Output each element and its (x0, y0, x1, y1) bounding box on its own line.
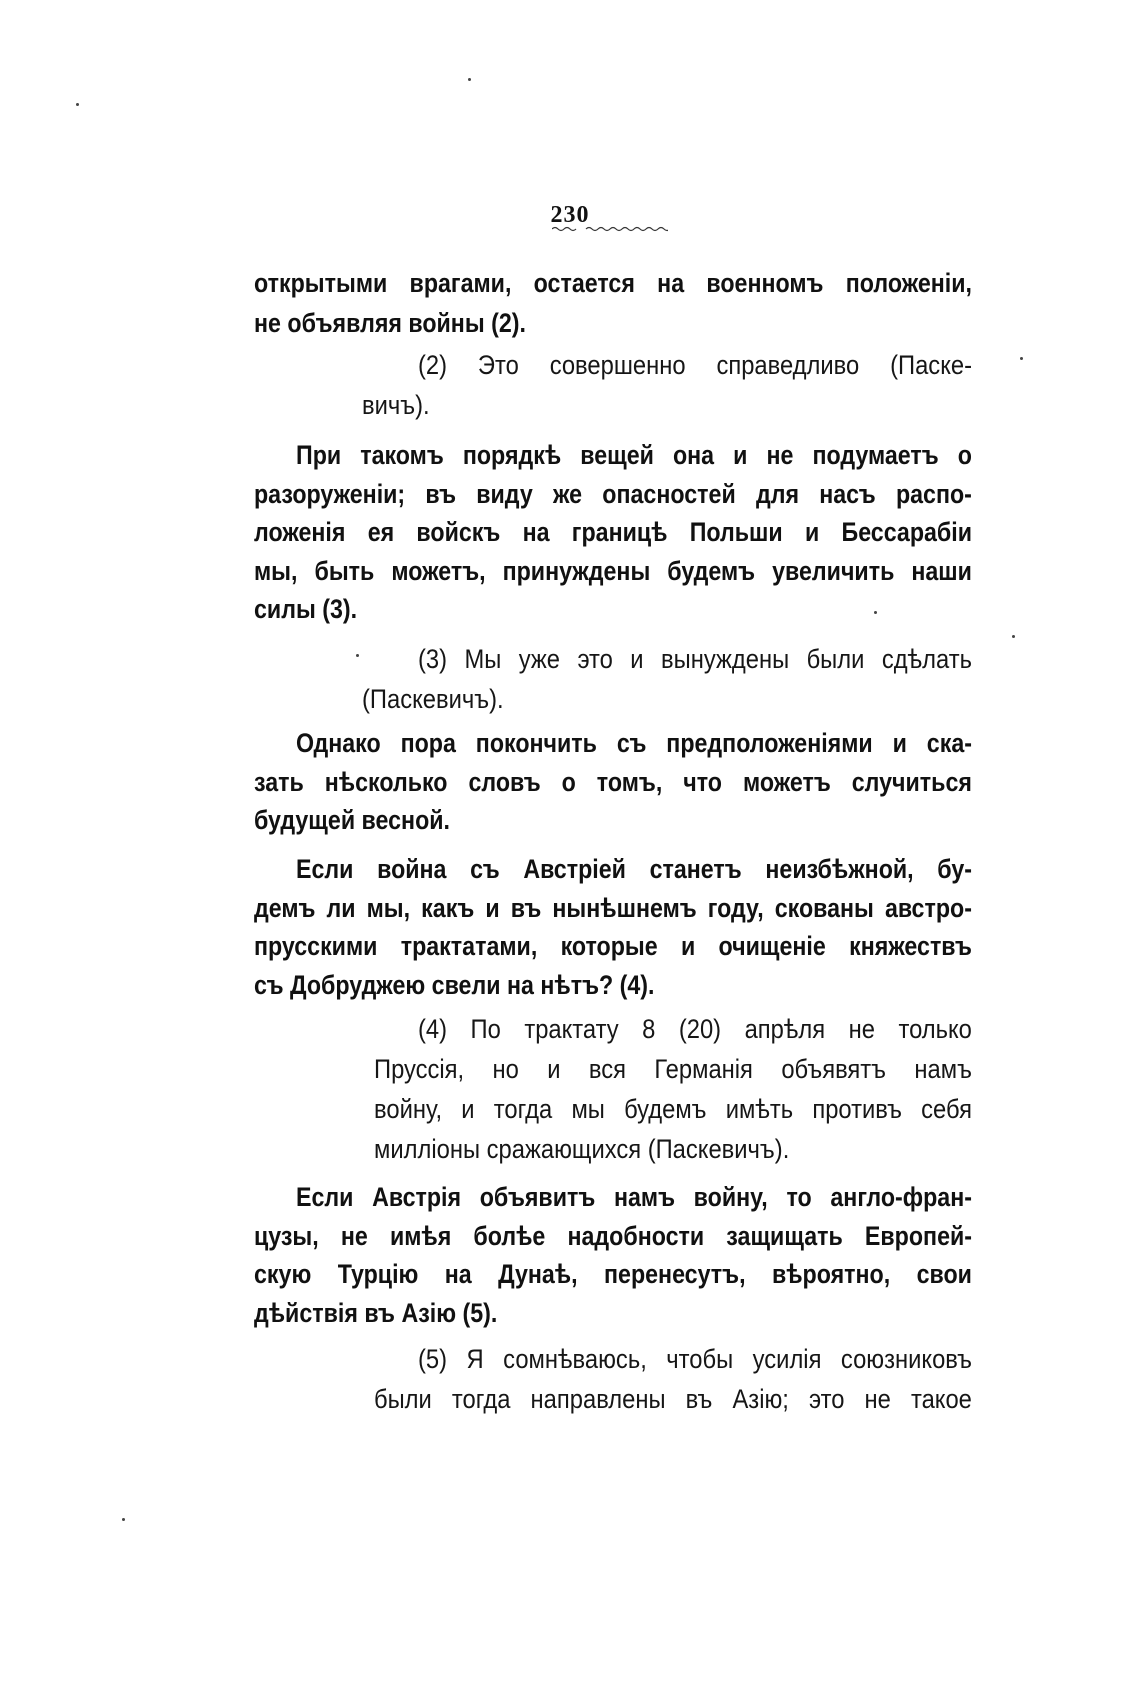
word: Мы (464, 644, 502, 674)
word: прусскими (254, 931, 378, 961)
word: трактатами, (400, 931, 538, 961)
word: будущей (254, 805, 356, 835)
text-line (254, 893, 972, 924)
word: были (806, 644, 865, 674)
word: Австріей (523, 854, 626, 884)
word: тогда (451, 1384, 511, 1414)
word: вынуждены (661, 644, 790, 674)
word: Я (466, 1344, 484, 1374)
word: свели (431, 969, 501, 1000)
word: можетъ, (391, 555, 486, 586)
text-line (254, 767, 972, 798)
text-line (296, 1182, 972, 1213)
word: и (892, 728, 907, 758)
word: и (733, 440, 748, 470)
word: границѣ (571, 517, 668, 547)
word: мы, (254, 555, 298, 586)
word: не (864, 1384, 891, 1414)
word: наши (911, 555, 972, 586)
word: милліоны (374, 1134, 481, 1164)
text-line (296, 440, 972, 471)
word: съ (470, 854, 500, 884)
word: Однако (296, 728, 381, 758)
footnote-line (374, 1134, 789, 1165)
word: силы (254, 594, 316, 624)
text-line (254, 594, 357, 625)
word: тогда (493, 1094, 553, 1124)
word: очищеніе (718, 931, 826, 961)
word: съ (616, 728, 647, 758)
word: случиться (851, 766, 972, 797)
word: союзниковъ (840, 1344, 972, 1374)
word: нынѣшнемъ (552, 892, 697, 923)
word: словъ (468, 766, 541, 797)
word: вичъ). (362, 390, 430, 420)
word: справедливо (716, 350, 860, 380)
word: надобности (567, 1220, 705, 1251)
text-line (254, 479, 972, 510)
word: чтобы (666, 1344, 734, 1374)
word: (4). (619, 969, 655, 1000)
word: вѣроятно, (771, 1259, 891, 1289)
word: себя (921, 1094, 972, 1124)
word: противъ (812, 1094, 902, 1124)
word: (Паскевичъ). (647, 1134, 790, 1164)
word: и (461, 1094, 475, 1124)
word: быть (314, 555, 375, 586)
word: будемъ (624, 1094, 707, 1124)
word: направлены (530, 1384, 666, 1414)
word: намъ (613, 1182, 676, 1212)
word: вещей (580, 440, 654, 470)
word: весной. (361, 805, 450, 835)
speck (122, 1518, 125, 1521)
word: (4) (418, 1014, 448, 1044)
word: въ (685, 1384, 713, 1414)
text-line (254, 1221, 972, 1252)
word: демъ (254, 892, 316, 923)
speck (356, 654, 359, 657)
word: для (755, 478, 799, 509)
text-line (254, 308, 526, 339)
word: болѣе (473, 1220, 546, 1251)
word: Турцію (337, 1259, 419, 1289)
word: увеличить (772, 555, 895, 586)
word: только (898, 1014, 972, 1044)
word: скованы (774, 892, 874, 923)
word: перенесутъ, (604, 1259, 746, 1289)
word: 8 (642, 1014, 656, 1044)
word: положеніи, (845, 268, 972, 298)
footnote-line (418, 350, 972, 381)
word: въ (364, 1297, 395, 1328)
word: (3). (322, 594, 358, 624)
word: станетъ (649, 854, 742, 884)
word: это (808, 1384, 845, 1414)
word: (5) (418, 1344, 448, 1374)
speck (1012, 635, 1015, 638)
word: открытыми (254, 268, 388, 298)
word: можетъ (742, 766, 831, 797)
word: не (340, 1220, 368, 1251)
word: (Паске- (890, 350, 972, 380)
word: Азію; (732, 1384, 789, 1414)
text-line (254, 268, 972, 299)
word: цузы, (254, 1220, 319, 1251)
text-line (254, 556, 972, 587)
word: и (485, 892, 500, 923)
word: войны (408, 308, 485, 338)
word: такомъ (360, 440, 444, 470)
footnote-line (374, 1384, 972, 1415)
word: нѣсколько (324, 766, 448, 797)
word: съ (254, 969, 284, 1000)
word: распо- (895, 478, 972, 509)
word: на (444, 1259, 472, 1289)
word: военномъ (706, 268, 824, 298)
word: Пруссія, (374, 1054, 465, 1084)
word: Бессарабіи (841, 517, 972, 547)
footnote-line (374, 1094, 972, 1125)
word: и (630, 644, 644, 674)
word: же (552, 478, 583, 509)
word: дѣйствія (254, 1297, 358, 1328)
word: Дунаѣ, (498, 1259, 578, 1289)
word: (2) (418, 350, 448, 380)
speck (76, 103, 79, 106)
word: ея (367, 517, 395, 547)
text-line (296, 728, 972, 759)
word: въ (425, 478, 457, 509)
word: то (786, 1182, 812, 1212)
word: опасностей (602, 478, 736, 509)
word: сражающихся (486, 1134, 642, 1164)
word: Это (477, 350, 519, 380)
text-line (254, 805, 450, 836)
word: (Паскевичъ). (362, 684, 504, 714)
word: уже (518, 644, 561, 674)
word: году, (707, 892, 764, 923)
page-number: 230 (550, 202, 590, 228)
word: мы, (366, 892, 411, 923)
word: (5). (462, 1297, 498, 1328)
footnote-line (418, 644, 972, 675)
word: ска- (926, 728, 972, 758)
page-number-ornament (552, 226, 668, 232)
word: Азію (401, 1297, 457, 1328)
speck (1020, 357, 1023, 360)
word: усилія (752, 1344, 822, 1374)
word: Австрія (372, 1182, 462, 1212)
speck (468, 78, 471, 81)
word: она (672, 440, 715, 470)
word: объявятъ (781, 1054, 887, 1084)
text-line (254, 1298, 497, 1329)
word: войскъ (416, 517, 501, 547)
word: (3) (418, 644, 448, 674)
word: были (374, 1384, 432, 1414)
word: сдѣлать (881, 644, 972, 674)
word: свои (916, 1259, 972, 1289)
word: княжествъ (849, 931, 972, 961)
speck (874, 611, 877, 614)
text-line (296, 854, 972, 885)
word: томъ, (596, 766, 663, 797)
word: въ (510, 892, 542, 923)
word: о (561, 766, 576, 797)
word: насъ (819, 478, 876, 509)
word: и (547, 1054, 561, 1084)
word: это (577, 644, 613, 674)
word: разоруженіи; (254, 478, 406, 509)
word: объявляя (287, 308, 402, 338)
text-line (254, 931, 972, 962)
word: будемъ (667, 555, 756, 586)
footnote-line (418, 1014, 972, 1045)
word: Добруджею (289, 969, 426, 1000)
text-line (254, 970, 654, 1001)
word: англо-фран- (830, 1182, 972, 1212)
word: скую (254, 1259, 312, 1289)
word: и (680, 931, 696, 961)
word: апрѣля (744, 1014, 826, 1044)
word: Европей- (864, 1220, 972, 1251)
word: на (506, 969, 534, 1000)
word: войну, (693, 1182, 768, 1212)
word: ложенія (254, 517, 346, 547)
word: Германія (654, 1054, 753, 1084)
word: такое (910, 1384, 972, 1414)
word: войну, (374, 1094, 443, 1124)
word: остается (533, 268, 635, 298)
word: не (254, 308, 281, 338)
word: какъ (421, 892, 475, 923)
word: (20) (678, 1014, 722, 1044)
word: но (492, 1054, 519, 1084)
word: о (957, 440, 972, 470)
word: бу- (937, 854, 972, 884)
word: Если (296, 1182, 354, 1212)
footnote-line (362, 390, 430, 421)
text-line (254, 517, 972, 548)
word: вся (588, 1054, 627, 1084)
word: виду (476, 478, 533, 509)
word: нѣтъ? (540, 969, 614, 1000)
word: что (683, 766, 723, 797)
word: пора (400, 728, 456, 758)
word: порядкѣ (462, 440, 562, 470)
word: По (470, 1014, 501, 1044)
footnote-line (362, 684, 504, 715)
text-line (254, 1259, 972, 1290)
word: (2). (491, 308, 526, 338)
word: имѣя (389, 1220, 452, 1251)
word: ли (326, 892, 356, 923)
word: защищать (726, 1220, 843, 1251)
word: намъ (914, 1054, 972, 1084)
footnote-line (374, 1054, 972, 1085)
word: мы (571, 1094, 605, 1124)
word: война (377, 854, 447, 884)
word: совершенно (549, 350, 686, 380)
word: на (522, 517, 550, 547)
word: При (296, 440, 342, 470)
word: принуждены (502, 555, 651, 586)
word: на (657, 268, 685, 298)
word: подумаетъ (812, 440, 939, 470)
word: трактату (524, 1014, 619, 1044)
word: объявитъ (479, 1182, 596, 1212)
word: сомнѣваюсь, (503, 1344, 647, 1374)
word: зать (254, 766, 304, 797)
word: имѣть (725, 1094, 794, 1124)
word: и (804, 517, 820, 547)
word: не (766, 440, 794, 470)
footnote-line (418, 1344, 972, 1375)
word: врагами, (409, 268, 512, 298)
word: Польши (689, 517, 783, 547)
word: покончить (475, 728, 597, 758)
word: Если (296, 854, 354, 884)
word: которые (560, 931, 658, 961)
word: австро- (884, 892, 972, 923)
word: неизбѣжной, (765, 854, 914, 884)
word: предположеніями (666, 728, 873, 758)
word: не (848, 1014, 875, 1044)
